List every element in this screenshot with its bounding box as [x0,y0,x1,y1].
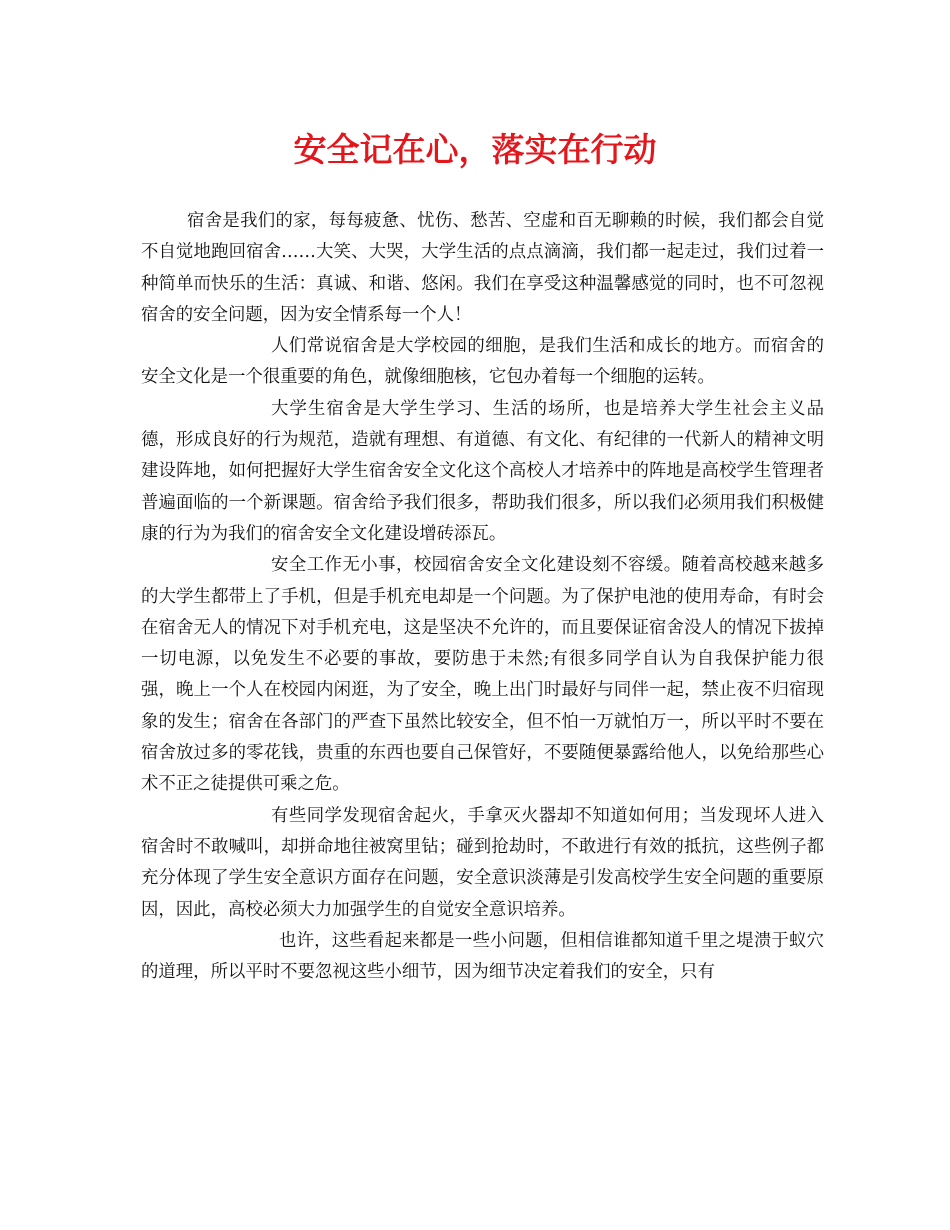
paragraph-3: 大学生宿舍是大学生学习、生活的场所，也是培养大学生社会主义品德，形成良好的行为规范，造就有理想、有道德、有文化、有纪律的一代新人的精神文明建设阵地，如何把握好大学生宿舍安全文化这个高校人才培养中的阵地是高校学生管理者普遍面临的一个新课题。宿舍给予我们很多，帮助我们很多，所以我们必须用我们积极健康的行为为我们的宿舍安全文化建设增砖添瓦。 [141,398,824,544]
paragraph-6: 也许，这些看起来都是一些小问题，但相信谁都知道千里之堤溃于蚁穴的道理，所以平时不要忽视这些小细节，因为细节决定着我们的安全，只有 [141,930,824,983]
paragraph-4: 安全工作无小事，校园宿舍安全文化建设刻不容缓。随着高校越来越多的大学生都带上了手机，但是手机充电却是一个问题。为了保护电池的使用寿命，有时会在宿舍无人的情况下对手机充电，这是坚决不允许的，而且要保证宿舍没人的情况下拔掉一切电源，以免发生不必要的事故，要防患于未然;有很多同学自认为自我保护能力很强，晚上一个人在校园内闲逛，为了安全，晚上出门时最好与同伴一起，禁止夜不归宿现象的发生；宿舍在各部门的严查下虽然比较安全，但不怕一万就怕万一，所以平时不要在宿舍放过多的零花钱，贵重的东西也要自己保管好，不要随便暴露给他人，以免给那些心术不正之徒提供可乘之危。 [141,555,824,795]
document-body [141,206,824,988]
paragraph-5: 有些同学发现宿舍起火，手拿灭火器却不知道如何用；当发现坏人进入宿舍时不敢喊叫，却拼命地往被窝里钻；碰到抢劫时，不敢进行有效的抵抗，这些例子都充分体现了学生安全意识方面存在问题，安全意识淡薄是引发高校学生安全问题的重要原因，因此，高校必须大力加强学生的自觉安全意识培养。 [141,805,824,920]
paragraph-1: 宿舍是我们的家，每每疲惫、忧伤、愁苦、空虚和百无聊赖的时候，我们都会自觉不自觉地跑回宿舍……大笑、大哭，大学生活的点点滴滴，我们都一起走过，我们过着一种简单而快乐的生活：真诚、和谐、悠闲。我们在享受这种温馨感觉的同时，也不可忽视宿舍的安全问题，因为安全情系每一个人！ [141,211,824,325]
document-title: 安全记在心，落实在行动 [293,130,657,169]
paragraph-2: 人们常说宿舍是大学校园的细胞，是我们生活和成长的地方。而宿舍的安全文化是一个很重要的角色，就像细胞核，它包办着每一个细胞的运转。 [141,336,824,388]
